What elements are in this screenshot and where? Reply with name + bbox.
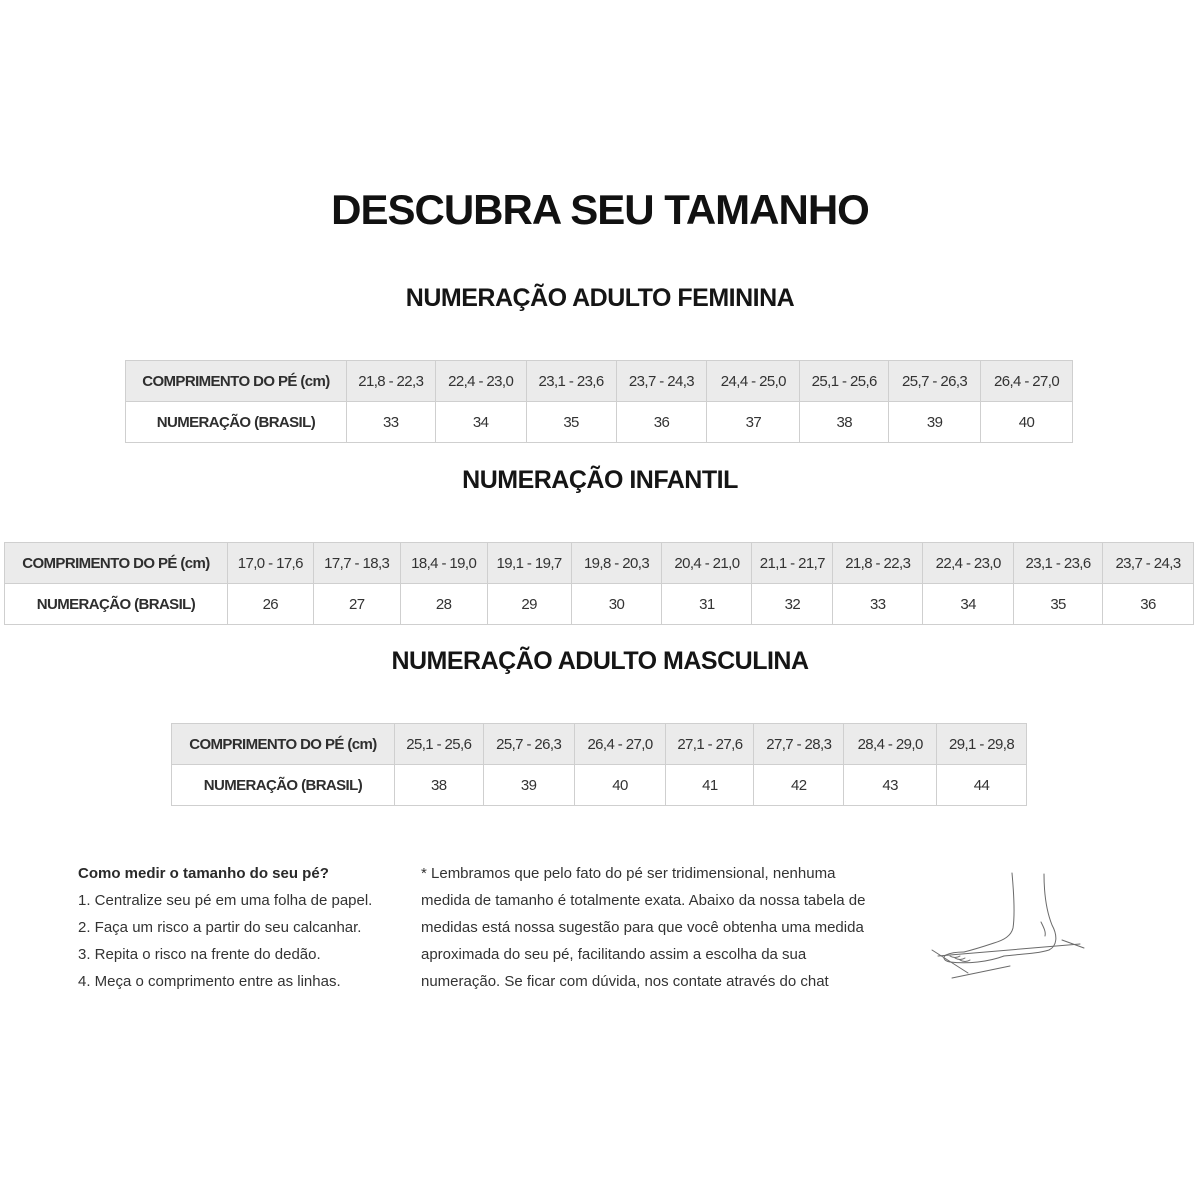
size-cell: 28 — [400, 584, 487, 625]
length-cell: 23,7 - 24,3 — [1103, 543, 1194, 584]
size-cell: 30 — [571, 584, 662, 625]
length-cell: 18,4 - 19,0 — [400, 543, 487, 584]
length-cell: 17,7 - 18,3 — [313, 543, 400, 584]
length-row-label: COMPRIMENTO DO PÉ (cm) — [172, 724, 395, 765]
length-row — [5, 543, 1194, 584]
note-line: numeração. Se ficar com dúvida, nos contate através do chat — [421, 973, 829, 990]
length-row-label: COMPRIMENTO DO PÉ (cm) — [126, 361, 347, 402]
measurement-note — [421, 860, 941, 995]
instructions-title: Como medir o tamanho do seu pé? — [78, 865, 329, 882]
note-line: aproximada do seu pé, facilitando assim a escolha da sua — [421, 946, 807, 963]
size-table-masculina — [171, 723, 1027, 806]
size-cell: 34 — [435, 402, 526, 443]
instruction-step: 1. Centralize seu pé em uma folha de papel. — [78, 892, 373, 909]
length-row-label: COMPRIMENTO DO PÉ (cm) — [5, 543, 228, 584]
length-cell: 24,4 - 25,0 — [707, 361, 800, 402]
size-table-infantil — [4, 542, 1194, 625]
length-cell: 26,4 - 27,0 — [574, 724, 666, 765]
foot-measure-icon — [928, 870, 1088, 985]
size-row-label: NUMERAÇÃO (BRASIL) — [126, 402, 347, 443]
size-cell: 32 — [752, 584, 833, 625]
size-cell: 35 — [526, 402, 616, 443]
length-cell: 25,1 - 25,6 — [800, 361, 889, 402]
length-cell: 22,4 - 23,0 — [435, 361, 526, 402]
size-cell: 44 — [937, 765, 1027, 806]
size-cell: 38 — [800, 402, 889, 443]
instruction-step: 3. Repita o risco na frente do dedão. — [78, 946, 321, 963]
section-title-feminina: NUMERAÇÃO ADULTO FEMININA — [405, 284, 795, 312]
size-cell: 29 — [487, 584, 571, 625]
size-row — [172, 765, 1027, 806]
size-row — [126, 402, 1073, 443]
size-cell: 37 — [707, 402, 800, 443]
length-cell: 28,4 - 29,0 — [844, 724, 937, 765]
page-title: DESCUBRA SEU TAMANHO — [331, 186, 869, 233]
length-cell: 22,4 - 23,0 — [923, 543, 1014, 584]
size-cell: 38 — [394, 765, 483, 806]
size-row — [5, 584, 1194, 625]
size-row-label: NUMERAÇÃO (BRASIL) — [5, 584, 228, 625]
size-cell: 42 — [754, 765, 844, 806]
length-cell: 23,7 - 24,3 — [616, 361, 707, 402]
length-cell: 25,1 - 25,6 — [394, 724, 483, 765]
size-cell: 43 — [844, 765, 937, 806]
size-cell: 34 — [923, 584, 1014, 625]
size-cell: 41 — [666, 765, 754, 806]
size-cell: 36 — [1103, 584, 1194, 625]
size-cell: 39 — [889, 402, 981, 443]
length-cell: 25,7 - 26,3 — [483, 724, 574, 765]
note-line: medidas está nossa sugestão para que você obtenha uma medida — [421, 919, 864, 936]
size-cell: 33 — [833, 584, 923, 625]
size-cell: 26 — [227, 584, 313, 625]
note-line: * Lembramos que pelo fato do pé ser tridimensional, nenhuma — [421, 865, 836, 882]
instruction-step: 2. Faça um risco a partir do seu calcanhar. — [78, 919, 362, 936]
size-cell: 40 — [574, 765, 666, 806]
size-row-label: NUMERAÇÃO (BRASIL) — [172, 765, 395, 806]
size-cell: 27 — [313, 584, 400, 625]
length-cell: 21,8 - 22,3 — [346, 361, 435, 402]
length-cell: 25,7 - 26,3 — [889, 361, 981, 402]
instruction-step: 4. Meça o comprimento entre as linhas. — [78, 973, 341, 990]
size-cell: 33 — [346, 402, 435, 443]
length-cell: 29,1 - 29,8 — [937, 724, 1027, 765]
note-line: medida de tamanho é totalmente exata. Abaixo da nossa tabela de — [421, 892, 866, 909]
length-cell: 23,1 - 23,6 — [1014, 543, 1103, 584]
length-row — [172, 724, 1027, 765]
size-cell: 40 — [981, 402, 1073, 443]
length-row — [126, 361, 1073, 402]
length-cell: 21,8 - 22,3 — [833, 543, 923, 584]
length-cell: 23,1 - 23,6 — [526, 361, 616, 402]
size-table-feminina — [125, 360, 1073, 443]
size-cell: 36 — [616, 402, 707, 443]
length-cell: 27,1 - 27,6 — [666, 724, 754, 765]
size-cell: 39 — [483, 765, 574, 806]
measure-instructions — [78, 860, 372, 995]
size-cell: 31 — [662, 584, 752, 625]
section-title-masculina: NUMERAÇÃO ADULTO MASCULINA — [391, 647, 809, 675]
length-cell: 17,0 - 17,6 — [227, 543, 313, 584]
length-cell: 19,1 - 19,7 — [487, 543, 571, 584]
length-cell: 21,1 - 21,7 — [752, 543, 833, 584]
length-cell: 27,7 - 28,3 — [754, 724, 844, 765]
section-title-infantil: NUMERAÇÃO INFANTIL — [462, 466, 738, 494]
length-cell: 20,4 - 21,0 — [662, 543, 752, 584]
length-cell: 26,4 - 27,0 — [981, 361, 1073, 402]
length-cell: 19,8 - 20,3 — [571, 543, 662, 584]
size-cell: 35 — [1014, 584, 1103, 625]
